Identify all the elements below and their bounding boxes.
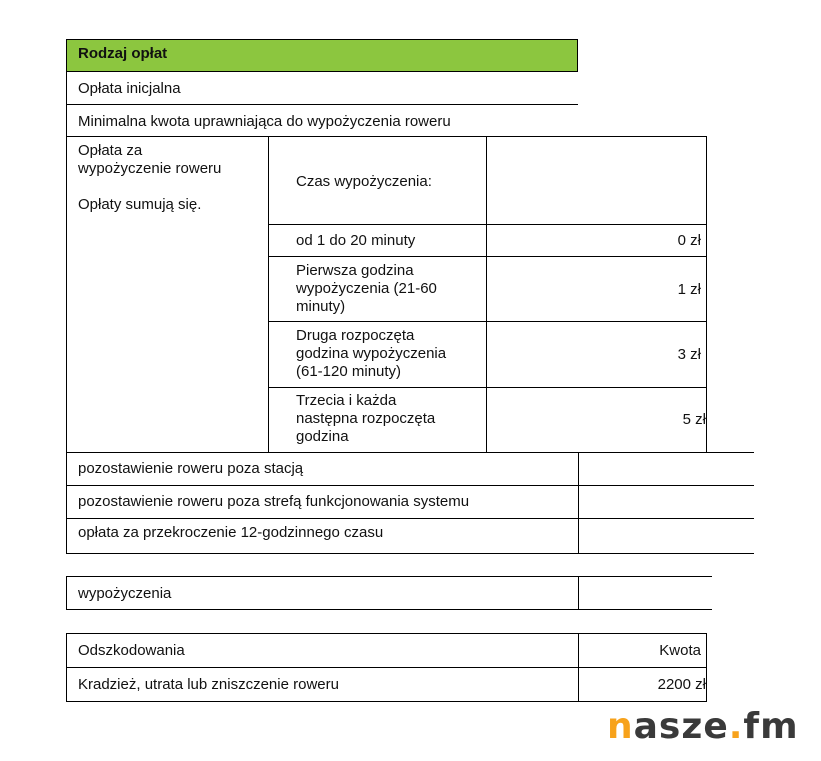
penalty-over-12h: opłata za przekroczenie 12-godzinnego czasu <box>78 524 384 541</box>
tier-2-price: 1 zł <box>677 281 701 298</box>
row-wypozyczenia: wypożyczenia <box>78 585 172 602</box>
tier-2-label-l2: wypożyczenia (21-60 <box>296 280 437 297</box>
time-header: Czas wypożyczenia: <box>296 173 432 190</box>
tier-4-label-l3: godzina <box>296 428 349 445</box>
row-min-amount: Minimalna kwota uprawniająca do wypożyczenia roweru <box>78 113 451 130</box>
tier-3-label-l2: godzina wypożyczenia <box>296 345 447 362</box>
logo-asze: asze <box>633 706 729 747</box>
tier-3-label-l1: Druga rozpoczęta <box>296 327 415 344</box>
tier-4-price: 5 zł <box>682 411 706 428</box>
nasze-fm-logo <box>607 706 799 748</box>
header-rodzaj-oplat: Rodzaj opłat <box>78 45 168 62</box>
penalty-outside-station: pozostawienie roweru poza stacją <box>78 460 304 477</box>
tier-2-label-l1: Pierwsza godzina <box>296 262 414 279</box>
tier-2-label-l3: minuty) <box>296 298 346 315</box>
rental-label-note: Opłaty sumują się. <box>78 196 202 213</box>
amount-header: Kwota <box>659 642 701 659</box>
logo-n: n <box>607 706 634 747</box>
compensation-theft: Kradzież, utrata lub zniszczenie roweru <box>78 676 339 693</box>
tier-4-label-l1: Trzecia i każda <box>296 392 397 409</box>
rental-label-line1: Opłata za <box>78 142 143 159</box>
rental-label-line2: wypożyczenie roweru <box>78 160 222 177</box>
logo-fm: fm <box>743 706 799 747</box>
compensation-header: Odszkodowania <box>78 642 185 659</box>
penalty-outside-zone: pozostawienie roweru poza strefą funkcjonowania systemu <box>78 493 470 510</box>
tier-3-label-l3: (61-120 minuty) <box>296 363 402 380</box>
row-initial-fee: Opłata inicjalna <box>78 80 181 97</box>
tier-1-price: 0 zł <box>677 232 701 249</box>
tier-4-label-l2: następna rozpoczęta <box>296 410 436 427</box>
tier-1-label: od 1 do 20 minuty <box>296 232 416 249</box>
tier-3-price: 3 zł <box>677 346 701 363</box>
compensation-theft-amount: 2200 zł <box>657 676 706 693</box>
logo-dot: . <box>728 706 744 747</box>
